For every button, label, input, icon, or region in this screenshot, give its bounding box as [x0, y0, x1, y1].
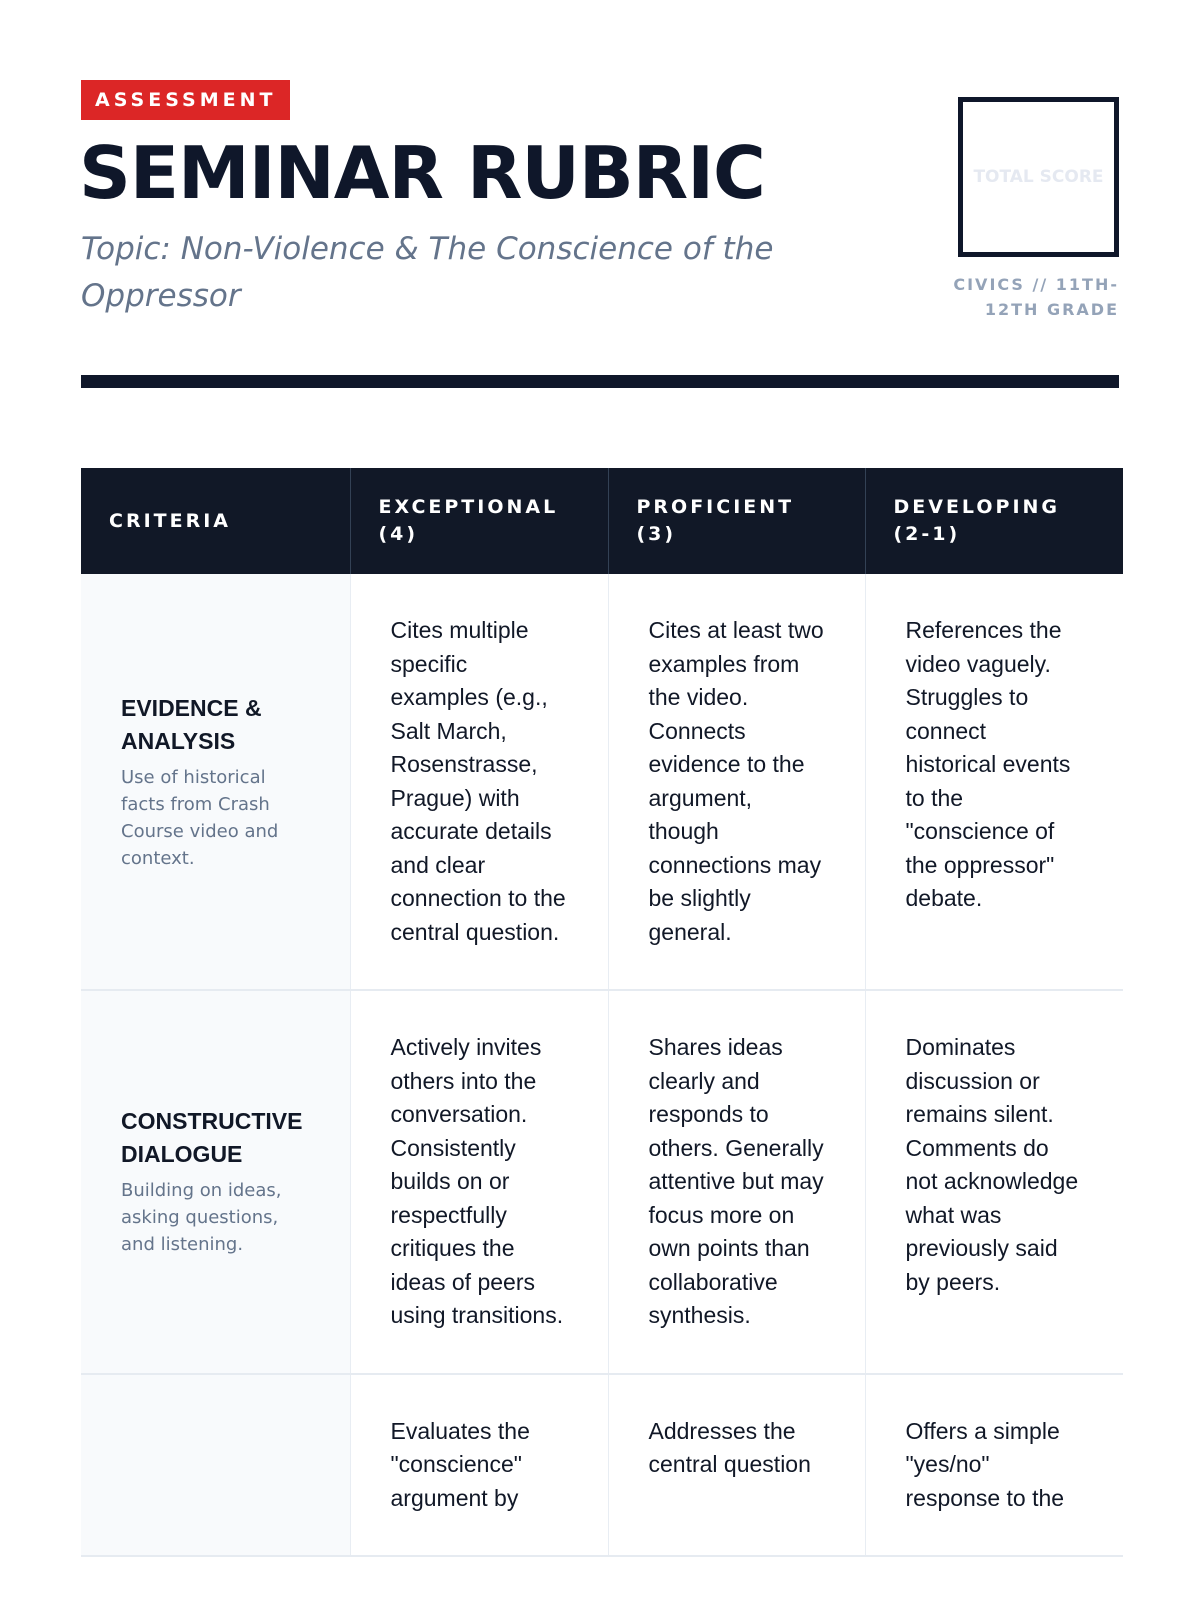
header-row: [81, 468, 1123, 574]
criteria-cell: [81, 574, 350, 990]
exceptional-cell: Actively invites others into the conversation. Consistently builds on or respectfully critiques the ideas of peers using transitions.: [350, 990, 608, 1374]
proficient-cell: Cites at least two examples from the video. Connects evidence to the argument, though connections may be slightly general.: [608, 574, 865, 990]
course-label: CIVICS // 11TH-12TH GRADE: [953, 275, 1119, 319]
criteria-cell: [81, 1374, 350, 1557]
proficient-cell: Addresses the central question: [608, 1374, 865, 1557]
rubric-body: [81, 574, 1123, 1556]
col-header-exceptional: EXCEPTIONAL (4): [350, 468, 608, 574]
developing-cell: Dominates discussion or remains silent. Comments do not acknowledge what was previously said by peers.: [865, 990, 1123, 1374]
developing-cell: References the video vaguely. Struggles to connect historical events to the "conscience of the oppressor" debate.: [865, 574, 1123, 990]
rubric-table: [81, 468, 1123, 1557]
page-subtitle: Topic: Non-Violence & The Conscience of the Oppressor: [81, 231, 774, 314]
table-row: [81, 574, 1123, 990]
table-row: [81, 1374, 1123, 1557]
header: [81, 0, 1119, 388]
col-header-criteria: CRITERIA: [81, 468, 350, 574]
table-row: [81, 990, 1123, 1374]
proficient-cell: Shares ideas clearly and responds to others. Generally attentive but may focus more on own points than collaborative synthesis.: [608, 990, 865, 1374]
total-score-label: TOTAL SCORE: [973, 167, 1104, 187]
criteria-name: EVIDENCE & ANALYSIS: [121, 694, 262, 754]
criteria-description: Use of historical facts from Crash Course video and context.: [121, 766, 279, 869]
exceptional-cell: Cites multiple specific examples (e.g., Salt March, Rosenstrasse, Prague) with accurate details and clear connection to the central question.: [350, 574, 608, 990]
rubric-header: [81, 468, 1123, 574]
page-title: SEMINAR RUBRIC: [79, 131, 765, 215]
col-header-proficient: PROFICIENT (3): [608, 468, 865, 574]
criteria-name: CONSTRUCTIVE DIALOGUE: [121, 1108, 303, 1168]
developing-cell: Offers a simple "yes/no" response to the: [865, 1374, 1123, 1557]
criteria-cell: [81, 990, 350, 1374]
header-divider: [81, 375, 1119, 388]
exceptional-cell: Evaluates the "conscience" argument by: [350, 1374, 608, 1557]
total-score-box: [958, 97, 1119, 257]
col-header-developing: DEVELOPING (2-1): [865, 468, 1123, 574]
criteria-description: Building on ideas, asking questions, and listening.: [121, 1180, 282, 1256]
assessment-badge: ASSESSMENT: [81, 80, 290, 120]
